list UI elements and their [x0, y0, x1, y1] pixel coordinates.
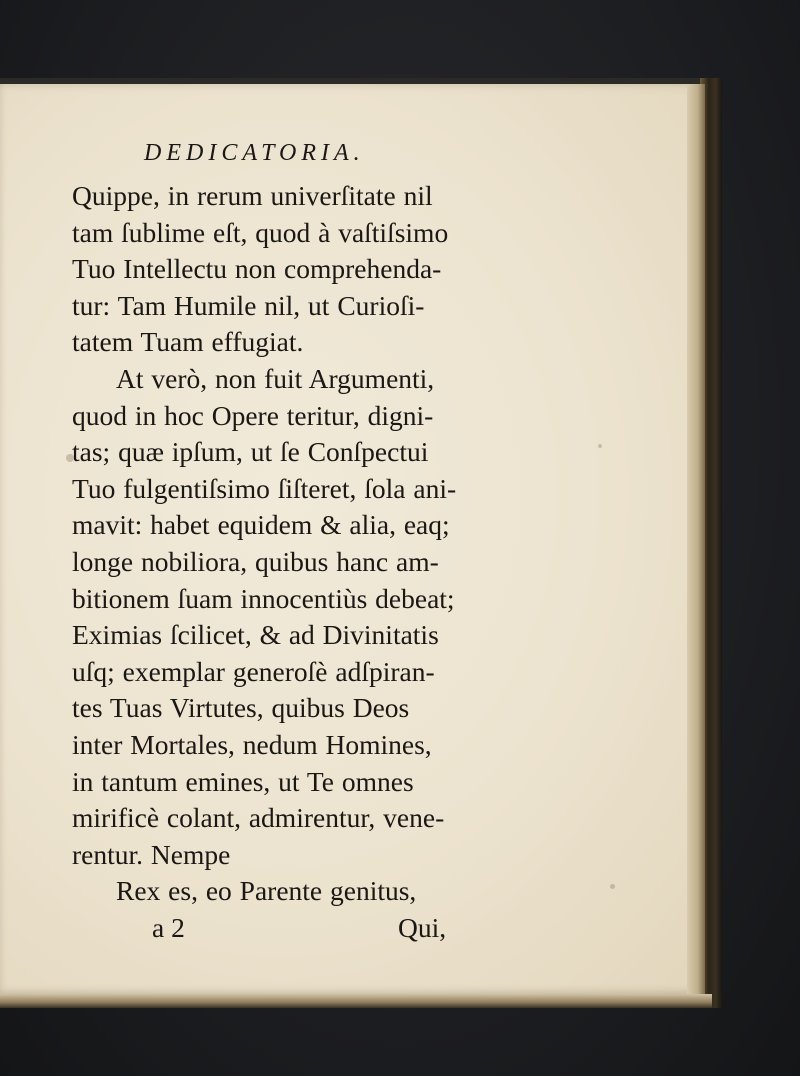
text-line: in tantum emines, ut Te omnes — [72, 765, 414, 797]
text-line: Tuo fulgentiſsimo ſiſteret, ſola ani- — [72, 472, 457, 504]
text-line: bitionem ſuam innocentiùs debeat; — [72, 582, 455, 614]
text-line: longe nobiliora, quibus hanc am- — [72, 545, 439, 577]
running-heading: DEDICATORIA. — [144, 140, 365, 166]
page-text — [72, 138, 672, 946]
text-line: uſq; exemplar generoſè adſpiran- — [72, 655, 435, 687]
page-footer — [72, 910, 672, 947]
text-line: Rex es, eo Parente genitus, — [116, 875, 417, 907]
text-line: At verò, non fuit Argumenti, — [116, 362, 435, 394]
text-line: Eximias ſcilicet, & ad Divinitatis — [72, 619, 439, 651]
text-line: tatem Tuam effugiat. — [72, 326, 304, 358]
page-gutter — [687, 84, 705, 996]
page-bottom-edge — [0, 994, 712, 1008]
text-line: inter Mortales, nedum Homines, — [72, 728, 432, 760]
text-line: tam ſublime eſt, quod à vaſtiſsimo — [72, 216, 449, 248]
text-line: tas; quæ ipſum, ut ſe Conſpectui — [72, 436, 429, 468]
text-line: tur: Tam Humile nil, ut Curioſi- — [72, 289, 425, 321]
text-line: quod in hoc Opere teritur, digni- — [72, 399, 434, 431]
text-line: mirificè colant, admirentur, vene- — [72, 802, 445, 834]
text-line: rentur. Nempe — [72, 838, 231, 870]
text-line: mavit: habet equidem & alia, eaq; — [72, 509, 450, 541]
signature-mark: a 2 — [152, 911, 185, 943]
text-line: tes Tuas Virtutes, quibus Deos — [72, 692, 410, 724]
catchword: Qui, — [398, 911, 447, 943]
text-line: Quippe, in rerum univerſitate nil — [72, 180, 433, 211]
text-line: Tuo Intellectu non comprehenda- — [72, 253, 442, 285]
